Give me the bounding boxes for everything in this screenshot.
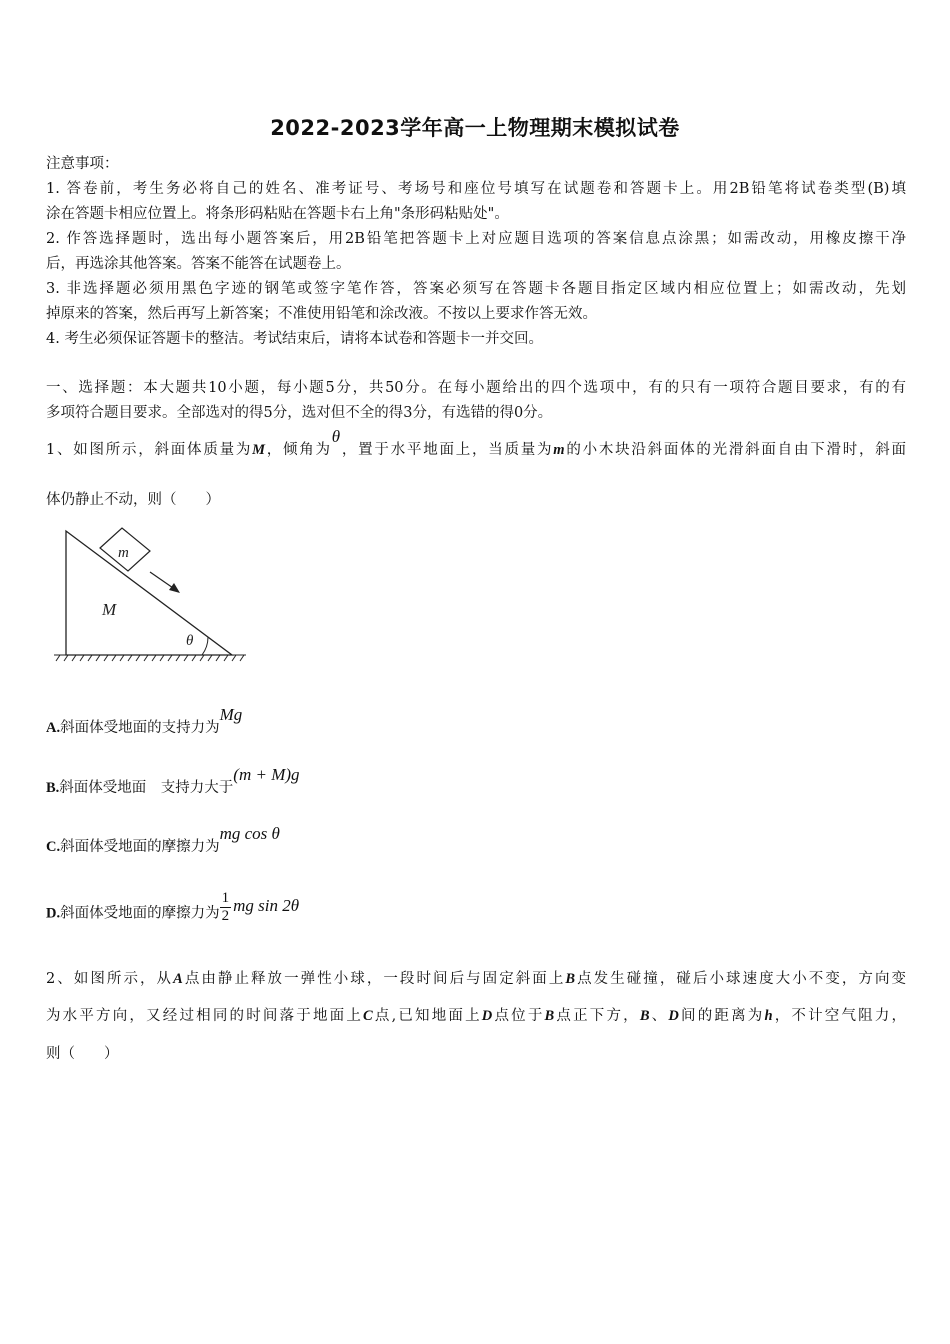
- ground-hatching: [54, 655, 246, 661]
- incline-mass-label: M: [102, 600, 117, 619]
- question-2-stem-line-2: 为水平方向，又经过相同的时间落于地面上C点,已知地面上D点位于B点正下方，B、D间的距离为h，不计空气阻力，: [46, 1008, 907, 1024]
- question-1-stem: 1、如图所示，斜面体质量为M，倾角为θ，置于水平地面上，当质量为m的小木块沿斜面体的光滑斜面自由下滑时，斜面: [46, 427, 906, 458]
- option-b-math: (m + M)g: [233, 765, 300, 784]
- question-2-stem-line-3: 则（ ）: [46, 1046, 119, 1062]
- notice-heading: 注意事项：: [46, 156, 119, 172]
- option-b[interactable]: B.斜面体受地面 支持力大于(m + M)g: [46, 765, 300, 796]
- section-instructions-line-1: 一、选择题：本大题共10小题，每小题5分，共50分。在每小题给出的四个选项中，有的只有一项符合题目要求，有的有: [46, 380, 906, 396]
- notice-line-1: 1. 答卷前，考生务必将自己的姓名、准考证号、考场号和座位号填写在试题卷和答题卡上。用2B铅笔将试卷类型(B)填: [46, 181, 906, 197]
- page-title: 2022-2023学年高一上物理期末模拟试卷: [270, 116, 680, 140]
- notice-line-6: 掉原来的答案，然后再写上新答案；不准使用铅笔和涂改液。不按以上要求作答无效。: [46, 306, 597, 322]
- block-label: m: [118, 545, 129, 561]
- option-d[interactable]: D.斜面体受地面的摩擦力为 $\frac{1}{2}$ mg sin 2θ: [46, 890, 300, 924]
- question-1-stem-line-2: 体仍静止不动，则（ ）: [46, 492, 220, 508]
- mass-M-symbol: M: [252, 442, 265, 458]
- section-instructions-line-2: 多项符合题目要求。全部选对的得5分，选对但不全的得3分，有选错的得0分。: [46, 405, 553, 421]
- notice-line-7: 4. 考生必须保证答题卡的整洁。考试结束后，请将本试卷和答题卡一并交回。: [46, 331, 543, 347]
- mass-m-symbol: m: [553, 442, 565, 458]
- option-c[interactable]: C.斜面体受地面的摩擦力为mg cos θ: [46, 824, 280, 855]
- notice-line-3: 2. 作答选择题时，选出每小题答案后，用2B铅笔把答题卡上对应题目选项的答案信息点涂黑；如需改动，用橡皮擦干净: [46, 231, 906, 247]
- incline-figure: [52, 524, 252, 664]
- question-2-stem-line-1: 2、如图所示，从A点由静止释放一弹性小球，一段时间后与固定斜面上B点发生碰撞，碰后小球速度大小不变，方向变: [46, 971, 907, 987]
- option-c-math: mg cos θ: [219, 824, 280, 843]
- option-a[interactable]: A.斜面体受地面的支持力为Mg: [46, 705, 243, 736]
- notice-line-2: 涂在答题卡相应位置上。将条形码粘贴在答题卡右上角"条形码粘贴处"。: [46, 206, 509, 222]
- one-half-fraction: $\frac{1}{2}$: [221, 890, 230, 924]
- notice-line-4: 后，再选涂其他答案。答案不能答在试题卷上。: [46, 256, 351, 272]
- motion-arrow-head: [169, 583, 180, 593]
- option-d-math: $\frac{1}{2}$ mg sin 2θ: [221, 890, 300, 924]
- angle-label: θ: [186, 633, 194, 649]
- angle-arc: [202, 637, 208, 655]
- option-a-math: Mg: [219, 705, 243, 724]
- notice-line-5: 3. 非选择题必须用黑色字迹的钢笔或签字笔作答，答案必须写在答题卡各题目指定区域内相应位置上；如需改动，先划: [46, 281, 906, 297]
- theta-symbol: θ: [331, 427, 341, 446]
